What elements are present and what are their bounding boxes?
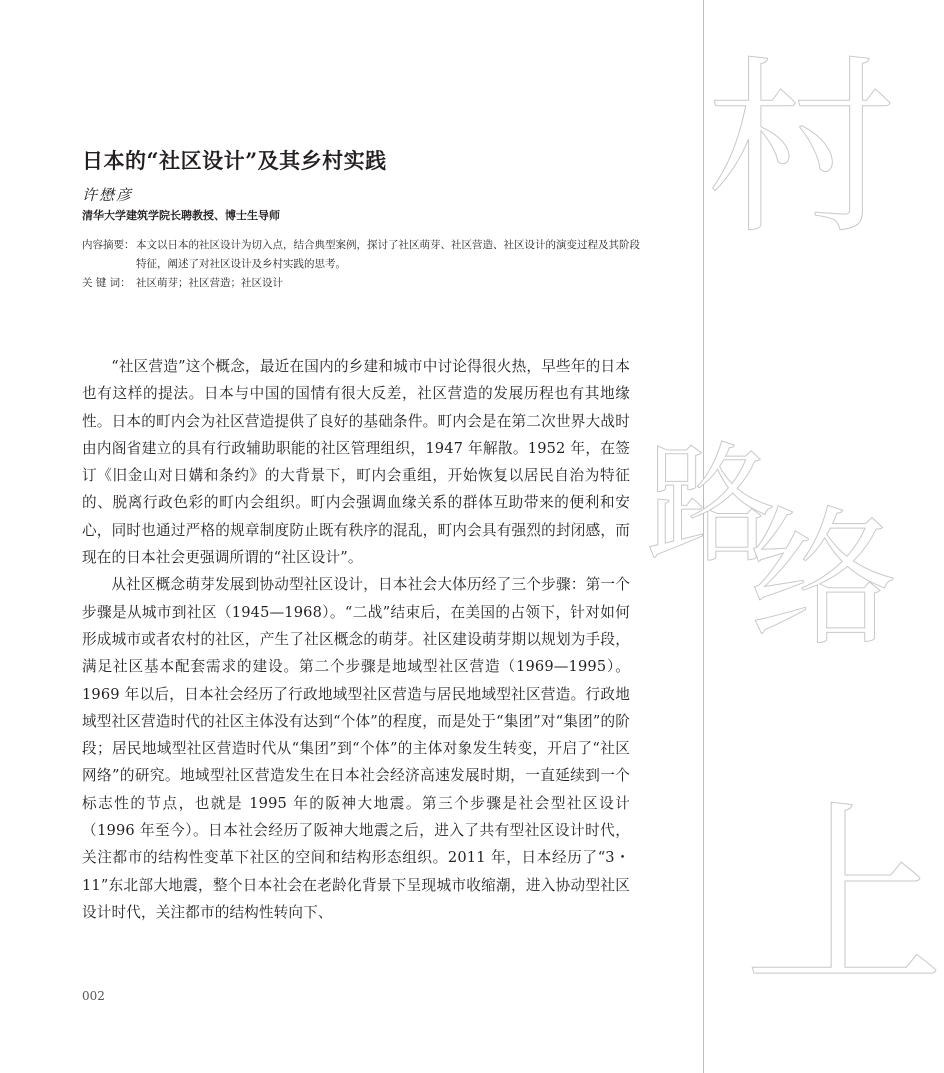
author-affiliation: 清华大学建筑学院长聘教授、博士生导师 — [82, 209, 280, 222]
keywords-label: 关 键 词： — [82, 277, 131, 289]
body-paragraph: 从社区概念萌芽发展到协动型社区设计，日本社会大体历经了三个步骤：第一个步骤是从城市到社区（1945—1968）。“二战”结束后，在美国的占领下，针对如何形成城市或者农村的社区，产生了社区概念的萌芽。社区建设萌芽期以规划为手段，满足社区基本配套需求的建设。第二个步骤是地域型社区营造（1969—1995）。1969 年以后，日本社会经历了行政地域型社区营造与居民地域型社区营造。行政地域型社区营造时代的社区主体没有达到“个体”的程度，而是处于“集团”对“集团”的阶段；居民地域型社区营造时代从“集团”到“个体”的主体对象发生转变，开启了“社区网络”的研究。地域型社区营造发生在日本社会经济高速发展时期，一直延续到一个标志性的节点，也就是 1995 年的阪神大地震。第三个步骤是社会型社区设计（1996 年至今）。日本社会经历了阪神大地震之后，进入了共有型社区设计时代，关注都市的结构性变革下社区的空间和结构形态组织。2011 年，日本经历了“3・11”东北部大地震，整个日本社会在老龄化背景下呈现城市收缩潮，进入协动型社区设计时代，关注都市的结构性转向下、 — [82, 576, 630, 921]
decorative-glyph: 络 — [748, 493, 899, 667]
abstract-label: 内容摘要： — [82, 239, 135, 251]
decorative-glyph: 路 — [646, 429, 777, 581]
abstract-text: 本文以日本的社区设计为切入点，结合典型案例，探讨了社区萌芽、社区营造、社区设计的演变过程及其阶段特征，阐述了对社区设计及乡村实践的思考。 — [136, 239, 640, 270]
article-body — [82, 353, 630, 926]
decorative-glyph: 上 — [744, 783, 944, 1016]
decorative-glyph: 村 — [706, 39, 897, 260]
abstract-block — [82, 236, 642, 293]
keywords-text: 社区萌芽；社区营造；社区设计 — [136, 277, 283, 289]
article-title: 日本的“社区设计”及其乡村实践 — [82, 148, 387, 173]
abstract-row — [82, 236, 642, 274]
keywords-row — [82, 274, 642, 293]
body-paragraph: “社区营造”这个概念，最近在国内的乡建和城市中讨论得很火热，早些年的日本也有这样的提法。日本与中国的国情有很大反差，社区营造的发展历程也有其地缘性。日本的町内会为社区营造提供了良好的基础条件。町内会是在第二次世界大战时由内阁省建立的具有行政辅助职能的社区管理组织，1947 年解散。1952 年，在签订《旧金山对日媾和条约》的大背景下，町内会重组，开始恢复以居民自治为特征的、脱离行政色彩的町内会组织。町内会强调血缘关系的群体互助带来的便利和安心，同时也通过严格的规章制度防止既有秩序的混乱，町内会具有强烈的封闭感，而现在的日本社会更强调所谓的“社区设计”。 — [82, 358, 630, 567]
author-name: 许懋彦 — [82, 186, 134, 204]
decorative-margin — [646, 0, 944, 1073]
page-number: 002 — [82, 989, 105, 1003]
